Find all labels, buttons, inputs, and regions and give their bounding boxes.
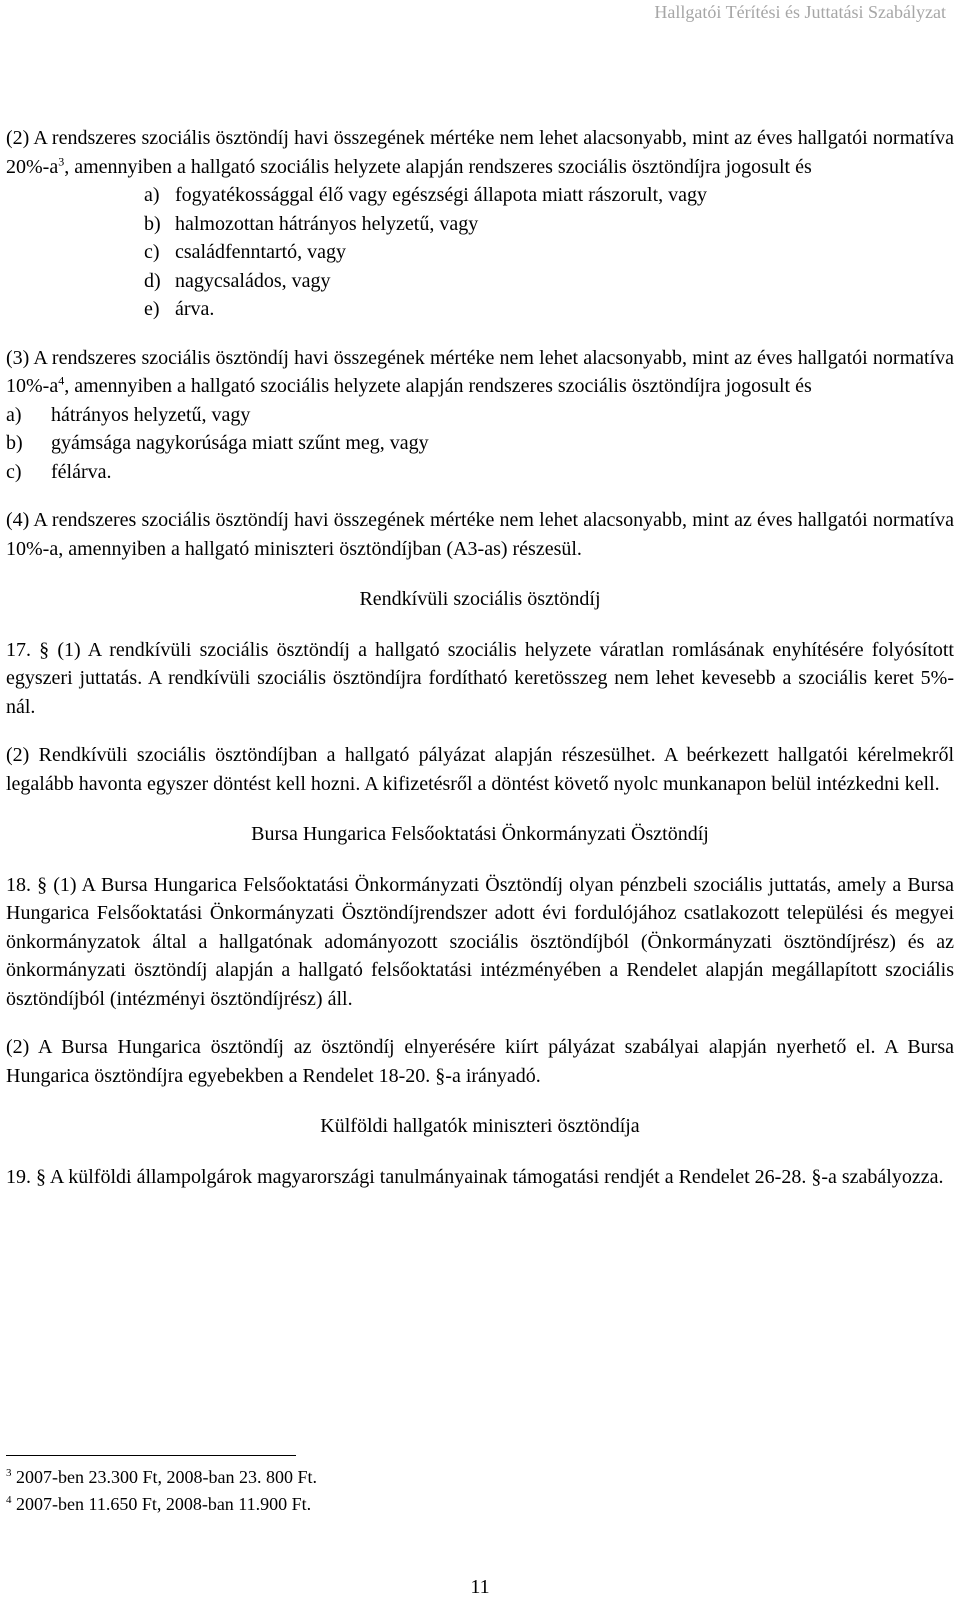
list-label: a) (144, 184, 160, 206)
document-body (6, 124, 954, 1191)
footnote-number: 3 (6, 1467, 12, 1479)
list-16-2 (6, 181, 954, 324)
paragraph-text: (2) A rendszeres szociális ösztöndíj havi összegének mértéke nem lehet alacsonyabb, mint az éves hallgatói normatíva 20%-a (6, 127, 954, 178)
paragraph-16-4: (4) A rendszeres szociális ösztöndíj havi összegének mértéke nem lehet alacsonyabb, mint az éves hallgatói normatíva 10%-a, amennyiben a hallgató miniszteri ösztöndíjban (A3-as) részesül. (6, 509, 954, 560)
paragraph-text: , amennyiben a hallgató szociális helyzete alapján rendszeres szociális ösztöndíjra jogosult és (64, 375, 812, 397)
section-title-kulfoldi: Külföldi hallgatók miniszteri ösztöndíja (320, 1115, 640, 1137)
list-label: d) (144, 269, 161, 292)
list-label: e) (144, 298, 160, 320)
list-label: b) (6, 432, 23, 454)
footnote-ref-4[interactable]: 4 (58, 373, 65, 388)
paragraph-18-1: 18. § (1) A Bursa Hungarica Felsőoktatási Önkormányzati Ösztöndíj olyan pénzbeli szociális juttatás, amely a Bursa Hungarica Felsőoktatási Önkormányzati Ösztöndíjrendszer adott évi fordulójához csatlakozott települési és megyei önkormányzatok által a hallgatónak adományozott szociális ösztöndíjból (Önkormányzati ösztöndíjrész) és az önkormányzati ösztöndíj alapján a hallgató felsőoktatási intézményében a Rendelet alapján megállapított szociális ösztöndíjból (intézményi ösztöndíjrész) áll. (6, 873, 954, 1010)
paragraph-18-2: (2) A Bursa Hungarica ösztöndíj az ösztöndíj elnyerésére kiírt pályázat szabályai alapján nyerhető el. A Bursa Hungarica ösztöndíjra egyebekben a Rendelet 18-20. §-a irányadó. (6, 1036, 954, 1087)
list-label: c) (6, 460, 22, 483)
list-16-3 (6, 401, 954, 487)
running-header: Hallgatói Térítési és Juttatási Szabályzat (654, 2, 946, 22)
page-number: 11 (470, 1576, 490, 1598)
footnote-4 (6, 1491, 317, 1518)
paragraph-text: (3) A rendszeres szociális ösztöndíj havi összegének mértéke nem lehet alacsonyabb, mint az éves hallgatói normatíva 10%-a (6, 346, 954, 397)
list-item (144, 238, 954, 267)
list-item (144, 267, 954, 296)
footnote-ref-3[interactable]: 3 (58, 153, 65, 168)
footnote-number: 4 (6, 1494, 12, 1506)
list-text: hátrányos helyzetű, vagy (51, 403, 251, 426)
list-item (144, 181, 954, 210)
footnote-text: 2007-ben 11.650 Ft, 2008-ban 11.900 Ft. (11, 1494, 312, 1514)
footnote-text: 2007-ben 23.300 Ft, 2008-ban 23. 800 Ft. (11, 1467, 317, 1487)
list-label: b) (144, 212, 161, 235)
paragraph-16-2 (6, 124, 954, 181)
paragraph-16-3 (6, 344, 954, 401)
paragraph-17-2: (2) Rendkívüli szociális ösztöndíjban a hallgató pályázat alapján részesülhet. A beérkezett hallgatói kérelmekről legalább havonta egyszer döntést kell hozni. A kifizetésről a döntést követő nyolc munkanapon belül intézkedni kell. (6, 744, 954, 795)
list-item (144, 295, 954, 324)
list-text: nagycsaládos, vagy (175, 269, 331, 292)
list-item (6, 458, 954, 487)
paragraph-19: 19. § A külföldi állampolgárok magyarországi tanulmányainak támogatási rendjét a Rendelet 26-28. §-a szabályozza. (6, 1165, 944, 1188)
list-label: c) (144, 241, 160, 263)
paragraph-text: , amennyiben a hallgató szociális helyzete alapján rendszeres szociális ösztöndíjra jogosult és (64, 155, 812, 178)
section-title-bursa: Bursa Hungarica Felsőoktatási Önkormányzati Ösztöndíj (251, 823, 709, 845)
list-text: félárva. (51, 460, 112, 483)
paragraph-17-1: 17. § (1) A rendkívüli szociális ösztöndíj a hallgató szociális helyzete váratlan romlásának enyhítésére folyósított egyszeri juttatás. A rendkívüli szociális ösztöndíjra fordítható keretösszeg nem lehet kevesebb a szociális keret 5%-nál. (6, 638, 954, 718)
section-title-rendkivuli: Rendkívüli szociális ösztöndíj (359, 588, 601, 610)
list-text: árva. (175, 298, 215, 320)
list-item (6, 429, 954, 458)
footnote-separator (6, 1455, 296, 1456)
list-text: fogyatékossággal élő vagy egészségi állapota miatt rászorult, vagy (175, 184, 708, 206)
list-item (6, 401, 954, 430)
list-text: halmozottan hátrányos helyzetű, vagy (175, 212, 479, 235)
list-text: gyámsága nagykorúsága miatt szűnt meg, vagy (51, 432, 429, 454)
footnotes (6, 1464, 317, 1518)
list-label: a) (6, 403, 22, 426)
list-item (144, 210, 954, 239)
list-text: családfenntartó, vagy (175, 241, 347, 263)
footnote-3 (6, 1464, 317, 1491)
